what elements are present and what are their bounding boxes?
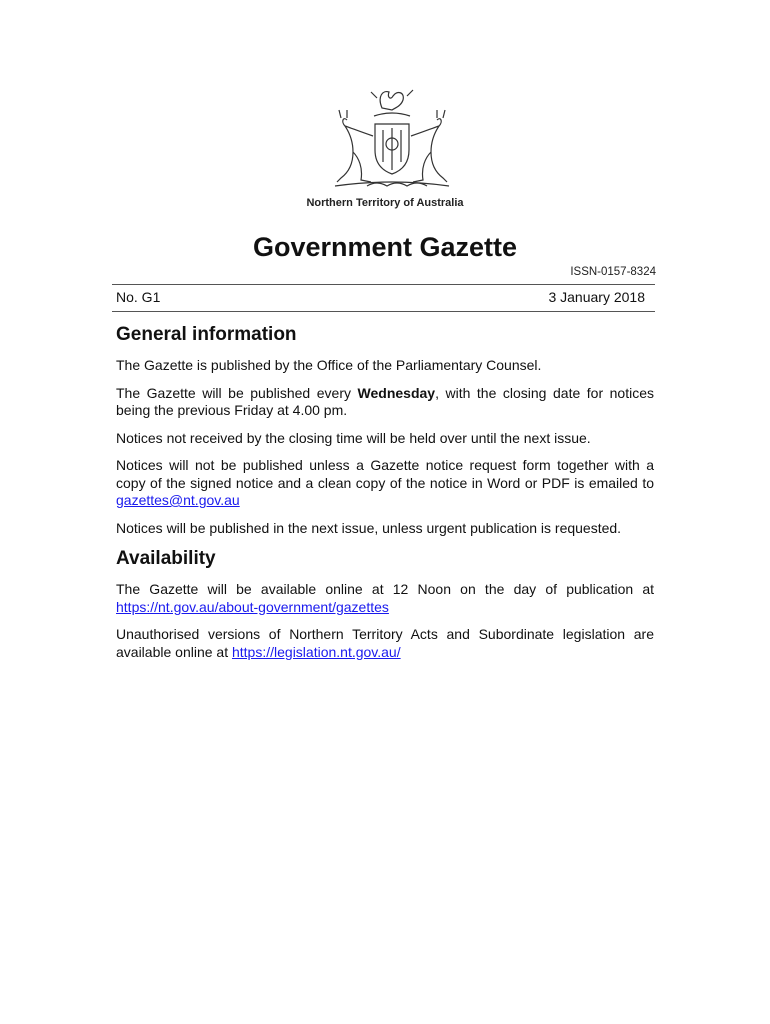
header-bottom-divider bbox=[112, 311, 655, 312]
jurisdiction-label: Northern Territory of Australia bbox=[306, 197, 464, 209]
paragraph-schedule bbox=[116, 385, 654, 420]
paragraph-text: The Gazette will be available online at 12 Noon on the day of publication at bbox=[116, 581, 654, 597]
paragraph-text: Notices will not be published unless a Gazette notice request form together with a copy of the signed notice and a clean copy of the notice in Word or PDF is emailed to bbox=[116, 457, 654, 491]
page-title: Government Gazette bbox=[252, 232, 518, 262]
paragraph-closing-time bbox=[116, 430, 654, 448]
legislation-website-link[interactable]: https://legislation.nt.gov.au/ bbox=[231, 643, 401, 660]
gazettes-email-link[interactable]: gazettes@nt.gov.au bbox=[116, 492, 240, 508]
paragraph-text: The Gazette is published by the Office of the Parliamentary Counsel. bbox=[116, 357, 542, 373]
paragraph-text: The Gazette will be published every bbox=[116, 384, 358, 401]
header-top-divider bbox=[112, 284, 655, 285]
issn-label: ISSN-0157-8324 bbox=[570, 266, 656, 278]
gazettes-website-link[interactable]: https://nt.gov.au/about-government/gazettes bbox=[116, 598, 389, 615]
publication-day: Wednesday bbox=[357, 384, 436, 401]
general-information-heading: General information bbox=[116, 324, 297, 345]
gazette-body bbox=[116, 323, 654, 671]
availability-heading: Availability bbox=[116, 548, 216, 569]
nt-coat-of-arms-icon bbox=[327, 86, 457, 194]
paragraph-text: Unauthorised versions of Northern Territory Acts and Subordinate legislation are available online at bbox=[116, 626, 654, 660]
paragraph-text: Notices will be published in the next issue, unless urgent publication is requested. bbox=[116, 519, 622, 536]
paragraph-online bbox=[116, 581, 654, 616]
paragraph-urgent bbox=[116, 520, 654, 538]
issue-number: No. G1 bbox=[116, 289, 161, 305]
issue-date: 3 January 2018 bbox=[548, 289, 645, 305]
paragraph-submission bbox=[116, 457, 654, 510]
paragraph-text: Notices not received by the closing time will be held over until the next issue. bbox=[116, 429, 591, 446]
paragraph-publisher bbox=[116, 357, 654, 375]
paragraph-legislation bbox=[116, 626, 654, 661]
paragraph-text: , with the closing date for notices being the previous Friday at 4.00 pm. bbox=[116, 384, 655, 418]
